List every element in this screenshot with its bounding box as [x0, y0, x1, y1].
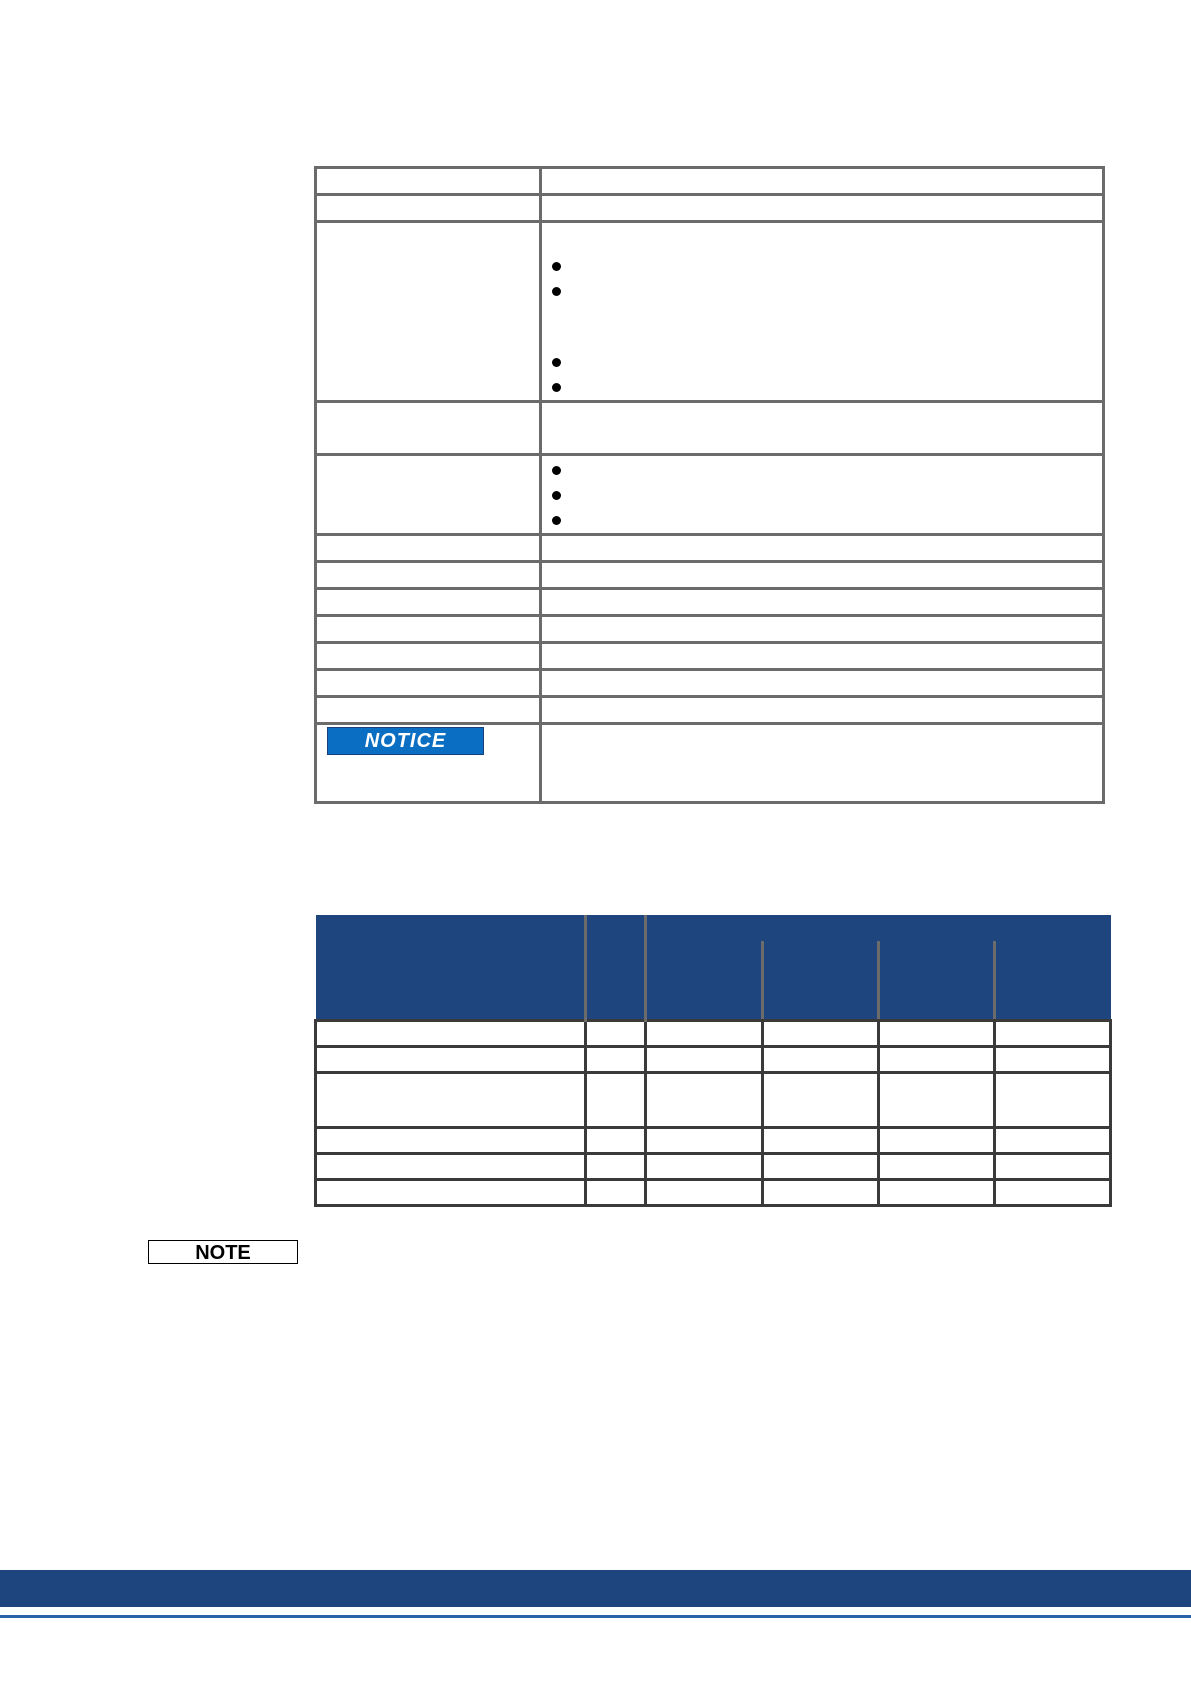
bullet-icon — [552, 358, 561, 367]
table-cell — [995, 1180, 1111, 1206]
header-cell — [645, 915, 763, 1021]
spec-table — [314, 166, 1105, 804]
table-cell — [763, 1073, 879, 1128]
table-row — [316, 1180, 1111, 1206]
table-cell — [645, 1128, 763, 1154]
notice-badge: NOTICE — [327, 727, 484, 755]
bullet-item — [552, 458, 1102, 483]
spec-row — [316, 670, 1104, 697]
table-cell — [316, 1128, 586, 1154]
bullet-item — [552, 483, 1102, 508]
spec-label-cell — [316, 402, 541, 455]
spec-value-cell — [541, 697, 1104, 724]
table-cell — [585, 1180, 645, 1206]
header-cell — [316, 915, 586, 1021]
table-cell — [879, 1154, 995, 1180]
table-cell — [763, 1180, 879, 1206]
bullet-item — [552, 279, 1102, 304]
footer-rule — [0, 1615, 1191, 1618]
spec-value-cell — [541, 670, 1104, 697]
table-cell — [879, 1180, 995, 1206]
spec-row — [316, 168, 1104, 195]
spec-label-cell — [316, 589, 541, 616]
data-table — [314, 915, 1112, 1207]
note-label: NOTE — [148, 1240, 298, 1264]
spec-row — [316, 222, 1104, 402]
table-cell — [645, 1154, 763, 1180]
spec-value-cell — [541, 643, 1104, 670]
spec-row — [316, 402, 1104, 455]
spec-row — [316, 643, 1104, 670]
spec-label-cell — [316, 643, 541, 670]
spec-value-cell — [541, 535, 1104, 562]
spec-value-cell — [541, 222, 1104, 402]
table-cell — [763, 1021, 879, 1047]
spec-value-cell — [541, 616, 1104, 643]
bullet-icon — [552, 262, 561, 271]
table-cell — [585, 1128, 645, 1154]
spec-label-cell — [316, 670, 541, 697]
spec-row — [316, 697, 1104, 724]
table-cell — [995, 1047, 1111, 1073]
bullet-list — [542, 254, 1102, 304]
spec-row-notice — [316, 724, 1104, 803]
table-cell — [645, 1021, 763, 1047]
spec-row — [316, 535, 1104, 562]
table-cell — [879, 1021, 995, 1047]
table-cell — [316, 1180, 586, 1206]
table-row — [316, 1154, 1111, 1180]
bullet-icon — [552, 491, 561, 500]
table-cell — [763, 1047, 879, 1073]
spec-value-cell — [541, 402, 1104, 455]
table-cell — [995, 1154, 1111, 1180]
header-cell — [585, 915, 645, 1021]
table-cell — [995, 1073, 1111, 1128]
table-cell — [645, 1073, 763, 1128]
spec-row — [316, 562, 1104, 589]
table-cell — [316, 1021, 586, 1047]
table-cell — [879, 1073, 995, 1128]
bullet-list — [542, 350, 1102, 400]
spec-value-cell — [541, 195, 1104, 222]
spec-row — [316, 589, 1104, 616]
notice-text-cell — [541, 724, 1104, 803]
spec-label-cell — [316, 195, 541, 222]
table-row — [316, 1128, 1111, 1154]
spec-value-cell — [541, 562, 1104, 589]
table-row — [316, 1073, 1111, 1128]
bullet-icon — [552, 383, 561, 392]
table-cell — [585, 1021, 645, 1047]
bullet-item — [552, 254, 1102, 279]
table-cell — [585, 1073, 645, 1128]
table-cell — [995, 1128, 1111, 1154]
data-table-header — [316, 915, 1111, 1021]
spec-label-cell — [316, 697, 541, 724]
table-cell — [763, 1154, 879, 1180]
spec-label-cell — [316, 222, 541, 402]
header-cell — [763, 915, 879, 1021]
spec-label-cell — [316, 535, 541, 562]
table-cell — [995, 1021, 1111, 1047]
spec-label-cell — [316, 562, 541, 589]
table-cell — [316, 1073, 586, 1128]
table-cell — [585, 1154, 645, 1180]
spec-label-cell — [316, 168, 541, 195]
header-cell — [995, 915, 1111, 1021]
table-cell — [585, 1047, 645, 1073]
table-cell — [316, 1154, 586, 1180]
table-cell — [645, 1180, 763, 1206]
spec-value-cell — [541, 455, 1104, 535]
table-cell — [879, 1047, 995, 1073]
table-cell — [879, 1128, 995, 1154]
spec-row — [316, 195, 1104, 222]
spec-value-cell — [541, 589, 1104, 616]
spec-value-cell — [541, 168, 1104, 195]
table-row — [316, 1021, 1111, 1047]
bullet-item — [552, 508, 1102, 533]
bullet-item — [552, 375, 1102, 400]
spec-label-cell — [316, 616, 541, 643]
bullet-item — [552, 350, 1102, 375]
table-cell — [645, 1047, 763, 1073]
spec-label-cell — [316, 455, 541, 535]
footer-band — [0, 1570, 1191, 1607]
spec-row — [316, 455, 1104, 535]
table-row — [316, 1047, 1111, 1073]
notice-cell — [316, 724, 541, 803]
bullet-icon — [552, 516, 561, 525]
bullet-list — [542, 458, 1102, 533]
table-cell — [316, 1047, 586, 1073]
table-cell — [763, 1128, 879, 1154]
header-cell — [879, 915, 995, 1021]
bullet-icon — [552, 466, 561, 475]
spec-row — [316, 616, 1104, 643]
bullet-icon — [552, 287, 561, 296]
